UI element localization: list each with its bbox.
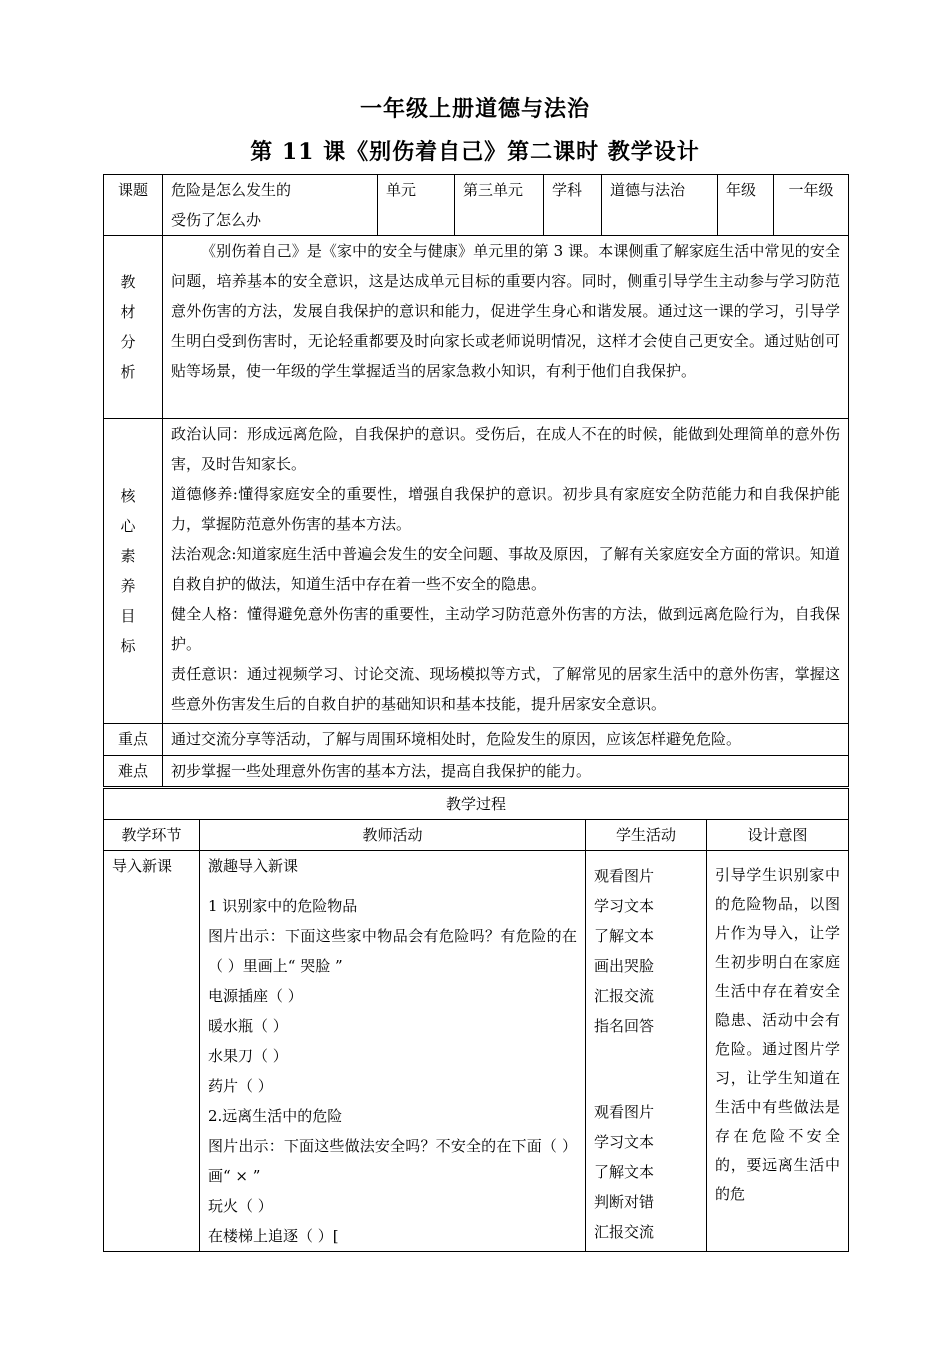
unit-value: 第三单元 <box>455 175 544 236</box>
lesson-info-table <box>103 174 849 787</box>
item-stairs-chasing: 在楼梯上追逐（ ）[ <box>208 1227 339 1245</box>
section-2-prompt: 图片出示：下面这些做法安全吗？不安全的在下面（ ）画“ × ” <box>208 1137 577 1185</box>
topic-label: 课题 <box>104 175 163 236</box>
document-title: 一年级上册道德与法治 <box>359 96 590 122</box>
item-fruit-knife: 水果刀（ ） <box>208 1047 288 1065</box>
goals-label <box>104 419 163 724</box>
section-1-prompt: 图片出示：下面这些家中物品会有危险吗？有危险的在（ ）里画上“ 哭脸 ” <box>208 927 577 975</box>
design-intent-text: 引导学生识别家中的危险物品，以图片作为导入，让学生初步明白在家庭生活中存在着安全隐患、活动中会有危险。通过图片学习，让学生知道在生活中有些做法是存在危险不安全的，要远离生活中的危 <box>715 866 841 1203</box>
goals-label-line-1: 核心 <box>120 487 146 535</box>
item-play-fire: 玩火（ ） <box>208 1197 273 1215</box>
goal-responsibility: 责任意识：通过视频学习、讨论交流、现场模拟等方式，了解常见的居家生活中的意外伤害，掌握这些意外伤害发生后的自救自护的基础知识和基本技能，提升居家安全意识。 <box>171 665 840 713</box>
analysis-label-line-2: 分析 <box>120 333 146 381</box>
student-step: 观看图片 <box>594 1103 655 1121</box>
item-pills: 药片（ ） <box>208 1077 273 1095</box>
goals-label-line-3: 目标 <box>120 607 146 655</box>
subject-value: 道德与法治 <box>602 175 718 236</box>
goals-label-line-2: 素养 <box>120 547 146 595</box>
teacher-intro: 激趣导入新课 <box>208 857 299 875</box>
key-point-label: 重点 <box>104 724 163 756</box>
difficulty-label: 难点 <box>104 756 163 787</box>
unit-label: 单元 <box>378 175 455 236</box>
header-intent: 设计意图 <box>707 820 849 851</box>
student-step: 了解文本 <box>594 927 655 945</box>
analysis-text: 《别伤着自己》是《家中的安全与健康》单元里的第 3 课。本课侧重了解家庭生活中常见的安全问题，培养基本的安全意识，这是达成单元目标的重要内容。同时，侧重引导学生主动参与学习防范意外伤害的方法，发展自我保护的意识和能力，促进学生身心和谐发展。通过这一课的学习，引导学生明白受到伤害时，无论轻重都要及时向家长或老师说明情况，这样才会使自己更安全。通过贴创可贴等场景，使一年级的学生掌握适当的居家急救小知识，有利于他们自我保护。 <box>163 236 849 419</box>
student-step: 画出哭脸 <box>594 957 655 975</box>
grade-value: 一年级 <box>774 175 849 236</box>
stage-cell: 导入新课 <box>104 851 200 1252</box>
item-thermos: 暖水瓶（ ） <box>208 1017 288 1035</box>
grade-label: 年级 <box>718 175 774 236</box>
goal-political: 政治认同：形成远离危险，自我保护的意识。受伤后，在成人不在的时候，能做到处理简单的意外伤害，及时告知家长。 <box>171 425 840 473</box>
topic-line-1: 危险是怎么发生的 <box>171 181 292 199</box>
difficulty-text: 初步掌握一些处理意外伤害的基本方法，提高自我保护的能力。 <box>163 756 849 787</box>
student-step: 学习文本 <box>594 1133 655 1151</box>
analysis-label-line-1: 教材 <box>120 273 146 321</box>
student-step: 观看图片 <box>594 867 655 885</box>
subject-label: 学科 <box>544 175 602 236</box>
teacher-activity <box>200 851 586 1252</box>
section-1-title: 1 识别家中的危险物品 <box>208 897 358 915</box>
topic-value <box>163 175 378 236</box>
student-step: 指名回答 <box>594 1017 655 1035</box>
student-step: 汇报交流 <box>594 1223 655 1241</box>
student-step: 判断对错 <box>594 1193 655 1211</box>
teaching-process-table <box>103 788 849 1252</box>
topic-line-2: 受伤了怎么办 <box>171 211 262 229</box>
student-step: 学习文本 <box>594 897 655 915</box>
student-step: 了解文本 <box>594 1163 655 1181</box>
header-stage: 教学环节 <box>104 820 200 851</box>
goals-text <box>163 419 849 724</box>
header-teacher: 教师活动 <box>200 820 586 851</box>
goal-law: 法治观念:知道家庭生活中普遍会发生的安全问题、事故及原因，了解有关家庭安全方面的常识。知道自救自护的做法，知道生活中存在着一些不安全的隐患。 <box>171 545 840 593</box>
header-student: 学生活动 <box>586 820 707 851</box>
key-point-text: 通过交流分享等活动，了解与周围环境相处时，危险发生的原因，应该怎样避免危险。 <box>163 724 849 756</box>
design-intent <box>707 851 849 1252</box>
lesson-title: 第 11 课《别伤着自己》第二课时 教学设计 <box>250 139 700 165</box>
item-socket: 电源插座（ ） <box>208 987 303 1005</box>
analysis-label <box>104 236 163 419</box>
goal-personality: 健全人格：懂得避免意外伤害的重要性，主动学习防范意外伤害的方法，做到远离危险行为，自我保护。 <box>171 605 840 653</box>
goal-moral: 道德修养:懂得家庭安全的重要性，增强自我保护的意识。初步具有家庭安全防范能力和自我保护能力，掌握防范意外伤害的基本方法。 <box>171 485 840 533</box>
process-title: 教学过程 <box>104 789 849 820</box>
student-step: 汇报交流 <box>594 987 655 1005</box>
section-2-title: 2.远离生活中的危险 <box>208 1107 343 1125</box>
student-activity <box>586 851 707 1252</box>
